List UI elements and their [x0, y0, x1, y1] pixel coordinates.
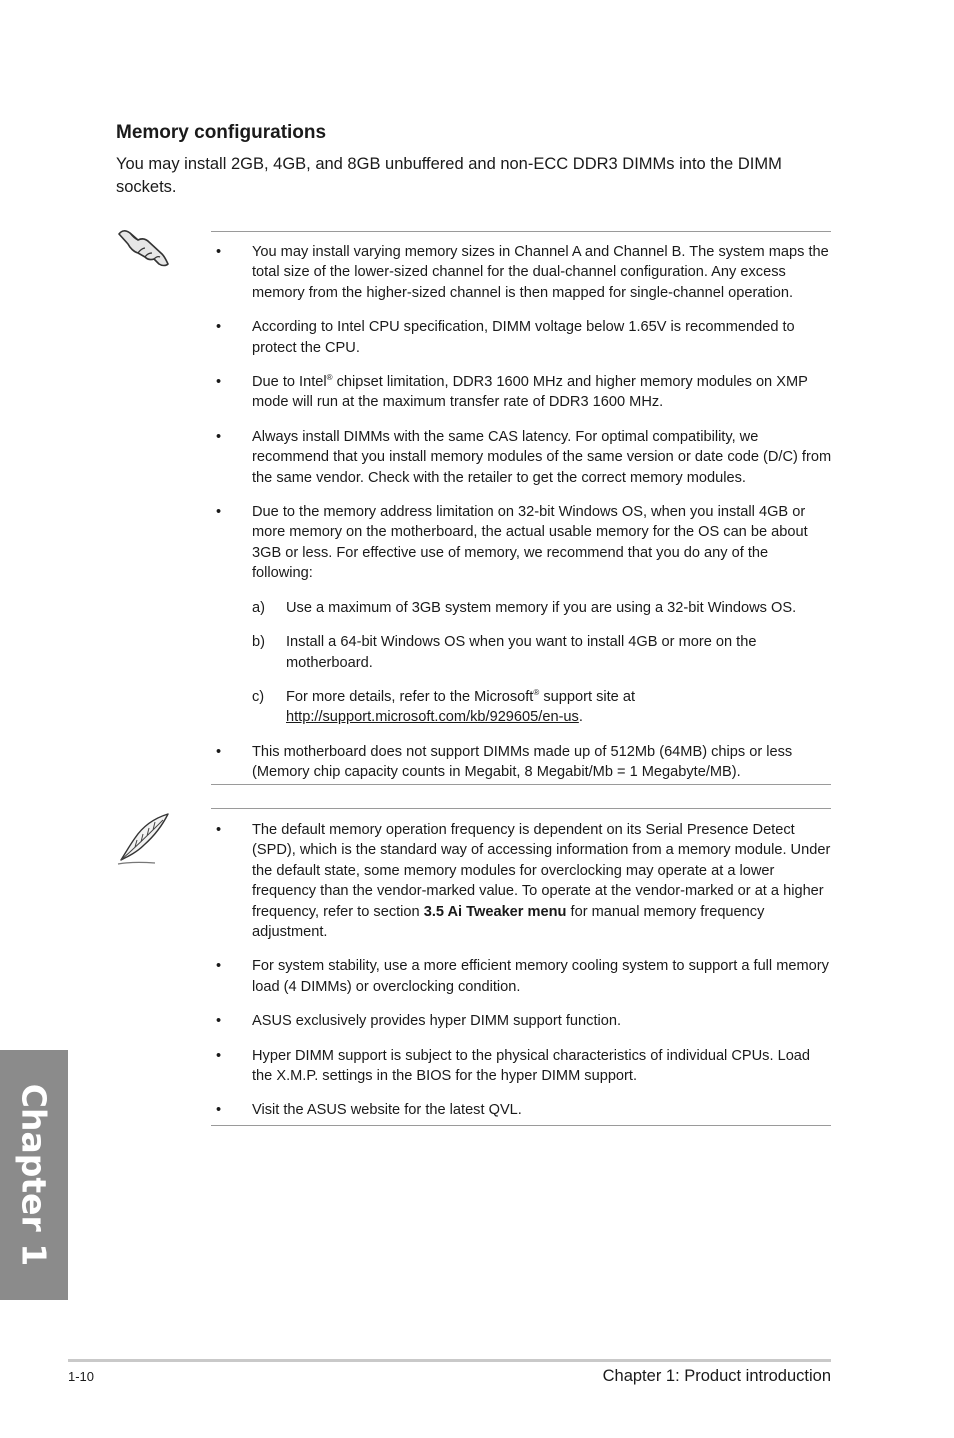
note-list: [211, 820, 833, 1121]
list-item: [211, 242, 833, 303]
sub-item-text-part: support site at: [539, 688, 636, 705]
bullet-glyph: •: [216, 1013, 222, 1030]
bullet-glyph: •: [216, 743, 222, 760]
list-item-text: [252, 822, 830, 940]
caution-list: [211, 242, 833, 783]
sub-item-letter: a): [252, 599, 265, 616]
list-item-text: Hyper DIMM support is subject to the physical characteristics of individual CPUs. Load the X.M.P. settings in the BIOS for the hyper DIMM support.: [252, 1047, 811, 1085]
sub-item-text-part: .: [578, 709, 583, 726]
pointing-hand-icon: [116, 226, 172, 275]
bullet-glyph: •: [216, 822, 222, 838]
section-heading: Memory configurations: [116, 122, 327, 143]
list-item-text: Visit the ASUS website for the latest QVL.: [252, 1102, 522, 1119]
item-text-part: chipset limitation, DDR3 1600 MHz and higher memory modules on XMP mode will run at the maximum transfer rate of DDR3 1600 MHz.: [252, 374, 808, 411]
registered-mark: ®: [533, 687, 540, 697]
item-text-part: The default memory operation frequency is dependent on its Serial Presence Detect (SPD), which is the standard way of accessing information from a memory module. Under the default state, some memory modules for overclocking may operate at a lower frequency than the vendor-marked value. To operate at the vendor-marked or at a higher frequency, refer to section: [252, 822, 831, 920]
bullet-glyph: •: [216, 428, 222, 445]
bullet-glyph: •: [216, 319, 222, 336]
list-item: [211, 502, 833, 728]
item-text-part: Due to Intel: [252, 374, 327, 391]
registered-mark: ®: [326, 373, 333, 383]
note-box-bottom-rule: [211, 1125, 831, 1126]
list-item-text: According to Intel CPU specification, DIMM voltage below 1.65V is recommended to protect the CPU.: [252, 319, 795, 356]
list-item: [211, 317, 833, 358]
item-text-part: for manual memory frequency adjustment.: [252, 903, 765, 941]
page-number: 1-10: [68, 1369, 95, 1384]
bullet-glyph: •: [216, 504, 222, 521]
bullet-glyph: •: [216, 1047, 222, 1064]
list-item-text: ASUS exclusively provides hyper DIMM support function.: [252, 1013, 622, 1030]
footer-rule: [68, 1359, 831, 1362]
list-item-text: Due to the memory address limitation on 32-bit Windows OS, when you install 4GB or more memory on the motherboard, the actual usable memory for the OS can be about 3GB or less. For effective use of memory, we recommend that you do any of the following:: [252, 504, 808, 582]
footer-chapter-title: Chapter 1: Product introduction: [602, 1367, 831, 1385]
list-item-text: [252, 374, 808, 410]
sub-item-text: Use a maximum of 3GB system memory if you are using a 32-bit Windows OS.: [286, 599, 797, 616]
list-item: [211, 1100, 833, 1120]
list-item: [211, 427, 833, 488]
caution-box-top-rule: [211, 231, 831, 232]
note-box-top-rule: [211, 808, 831, 809]
bullet-glyph: •: [216, 958, 222, 975]
caution-box-bottom-rule: [211, 784, 831, 785]
quill-pen-icon: [115, 812, 171, 873]
intro-paragraph: You may install 2GB, 4GB, and 8GB unbuffered and non-ECC DDR3 DIMMs into the DIMM sockets.: [116, 155, 782, 196]
list-item: [211, 1011, 833, 1031]
sub-item-text: [286, 689, 635, 725]
sub-item-letter: c): [252, 688, 265, 705]
microsoft-support-link[interactable]: http://support.microsoft.com/kb/929605/en-us: [286, 709, 579, 726]
list-item: [211, 372, 833, 413]
section-reference: 3.5 Ai Tweaker menu: [423, 903, 567, 920]
list-item: [211, 956, 833, 997]
list-item: [211, 820, 833, 942]
list-item: [211, 1046, 833, 1087]
sub-list-item: [252, 598, 833, 618]
bullet-glyph: •: [216, 374, 222, 391]
sub-item-letter: b): [252, 634, 265, 651]
list-item-text: Always install DIMMs with the same CAS latency. For optimal compatibility, we recommend that you install memory modules of the same version or date code (D/C) from the same vendor. Check with the retailer to get the correct memory modules.: [252, 428, 832, 486]
chapter-side-tab: [0, 1050, 68, 1300]
list-item-text: This motherboard does not support DIMMs made up of 512Mb (64MB) chips or less (Memory chip capacity counts in Megabit, 8 Megabit/Mb = 1 Megabyte/MB).: [252, 743, 793, 781]
sub-item-text: Install a 64-bit Windows OS when you want to install 4GB or more on the motherboard.: [286, 634, 757, 671]
sub-list: [252, 598, 833, 728]
bullet-glyph: •: [216, 1102, 222, 1119]
list-item: [211, 742, 833, 783]
sub-list-item: [252, 687, 833, 728]
list-item-text: For system stability, use a more efficient memory cooling system to support a full memory load (4 DIMMs) or overclocking condition.: [252, 958, 829, 995]
sub-item-text-part: For more details, refer to the Microsoft: [286, 688, 534, 705]
bullet-glyph: •: [216, 244, 222, 260]
chapter-tab-label: Chapter 1: [14, 1083, 54, 1267]
list-item-text: You may install varying memory sizes in Channel A and Channel B. The system maps the total size of the lower-sized channel for the dual-channel configuration. Any excess memory from the higher-sized channel is then mapped for single-channel operation.: [252, 244, 829, 301]
sub-list-item: [252, 632, 833, 673]
